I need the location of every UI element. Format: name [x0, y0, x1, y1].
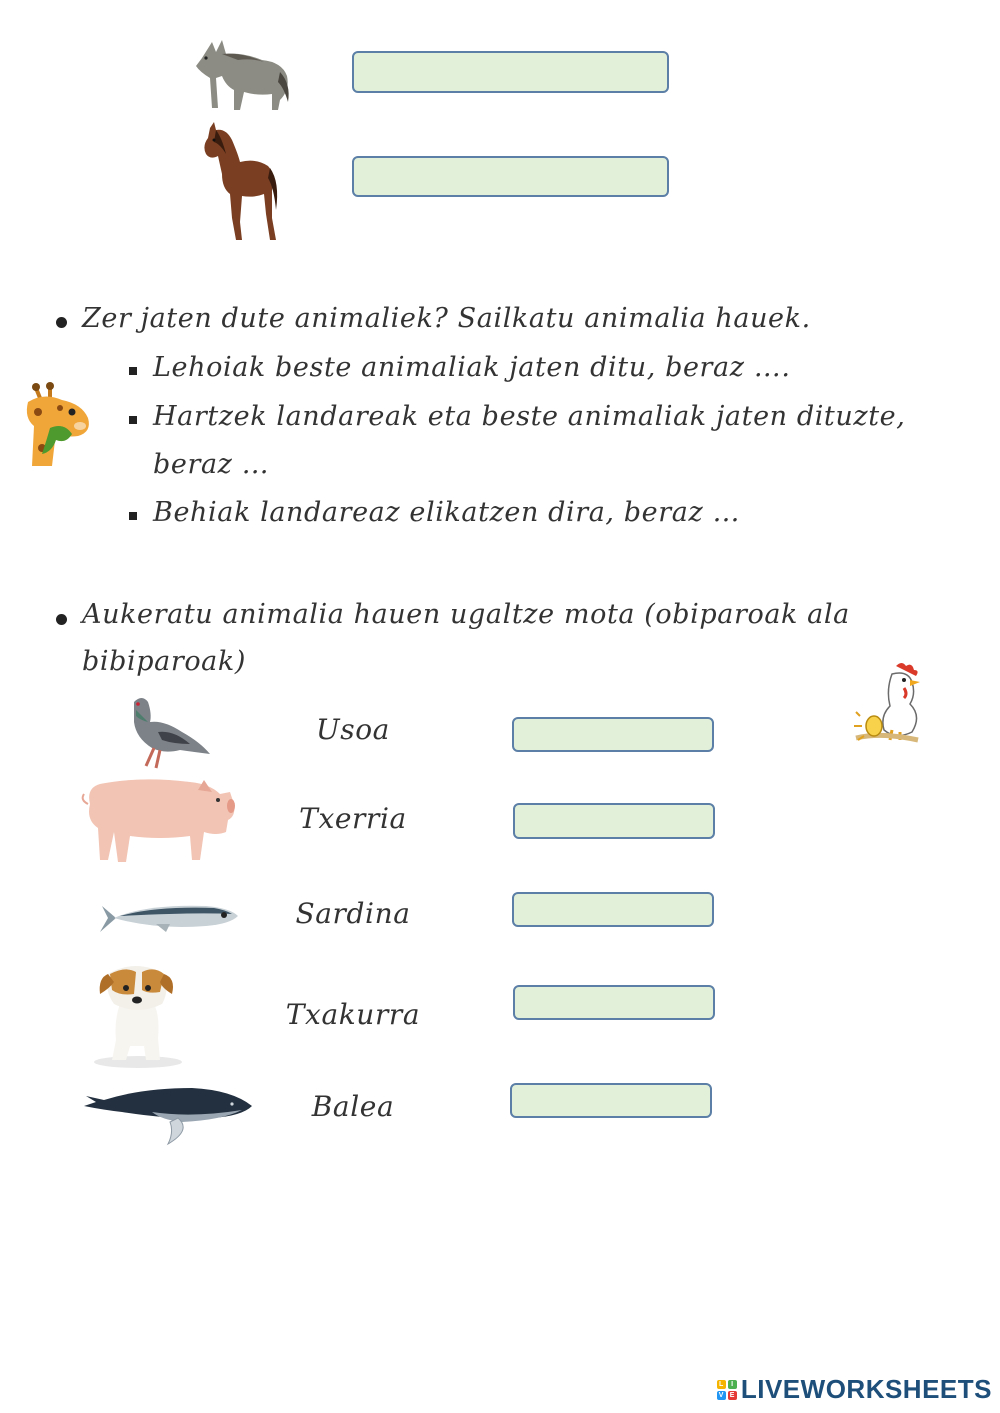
bullet-square — [129, 367, 137, 375]
wolf-answer-input[interactable] — [352, 51, 669, 93]
liveworksheets-name: LIVEWORKSHEETS — [740, 1374, 992, 1404]
food-question-title: Zer jaten dute animaliek? Sailkatu animalia hauek. — [82, 303, 811, 334]
food-item-bear-line2: beraz … — [153, 449, 270, 480]
wolf-image — [192, 28, 292, 114]
hen-with-egg-icon — [852, 660, 924, 744]
pigeon-image — [124, 692, 212, 774]
sardine-image — [96, 898, 240, 938]
horse-image — [196, 118, 280, 244]
usoa-answer-input[interactable] — [512, 717, 714, 752]
reproduction-question-title-line2: bibiparoak) — [82, 646, 246, 677]
giraffe-icon — [20, 382, 94, 472]
animal-label-balea: Balea — [311, 1090, 395, 1123]
sardina-answer-input[interactable] — [512, 892, 714, 927]
bullet-square — [129, 512, 137, 520]
animal-label-txakurra: Txakurra — [285, 998, 421, 1031]
whale-image — [82, 1078, 258, 1146]
liveworksheets-logo-icon — [717, 1380, 737, 1400]
logo-cell: E — [729, 1391, 735, 1399]
food-item-bear-line1: Hartzek landareak eta beste animaliak jaten dituzte, — [153, 401, 906, 432]
food-item-lion: Lehoiak beste animaliak jaten ditu, beraz …. — [153, 352, 791, 383]
logo-cell: I — [728, 1380, 737, 1389]
food-item-cow: Behiak landareaz elikatzen dira, beraz … — [153, 497, 741, 528]
animal-label-usoa: Usoa — [316, 713, 390, 746]
pig-image — [80, 774, 238, 866]
balea-answer-input[interactable] — [510, 1083, 712, 1118]
animal-label-sardina: Sardina — [295, 897, 411, 930]
reproduction-question-title-line1: Aukeratu animalia hauen ugaltze mota (obiparoak ala — [82, 599, 850, 630]
bullet-dot — [56, 614, 67, 625]
txerria-answer-input[interactable] — [513, 803, 715, 839]
txakurra-answer-input[interactable] — [513, 985, 715, 1020]
horse-answer-input[interactable] — [352, 156, 669, 197]
animal-label-txerria: Txerria — [299, 802, 407, 835]
bullet-square — [129, 416, 137, 424]
bullet-dot — [56, 317, 67, 328]
logo-cell: V — [718, 1391, 724, 1399]
puppy-image — [86, 960, 186, 1070]
liveworksheets-brand — [717, 1374, 992, 1405]
logo-cell: L — [717, 1380, 726, 1389]
